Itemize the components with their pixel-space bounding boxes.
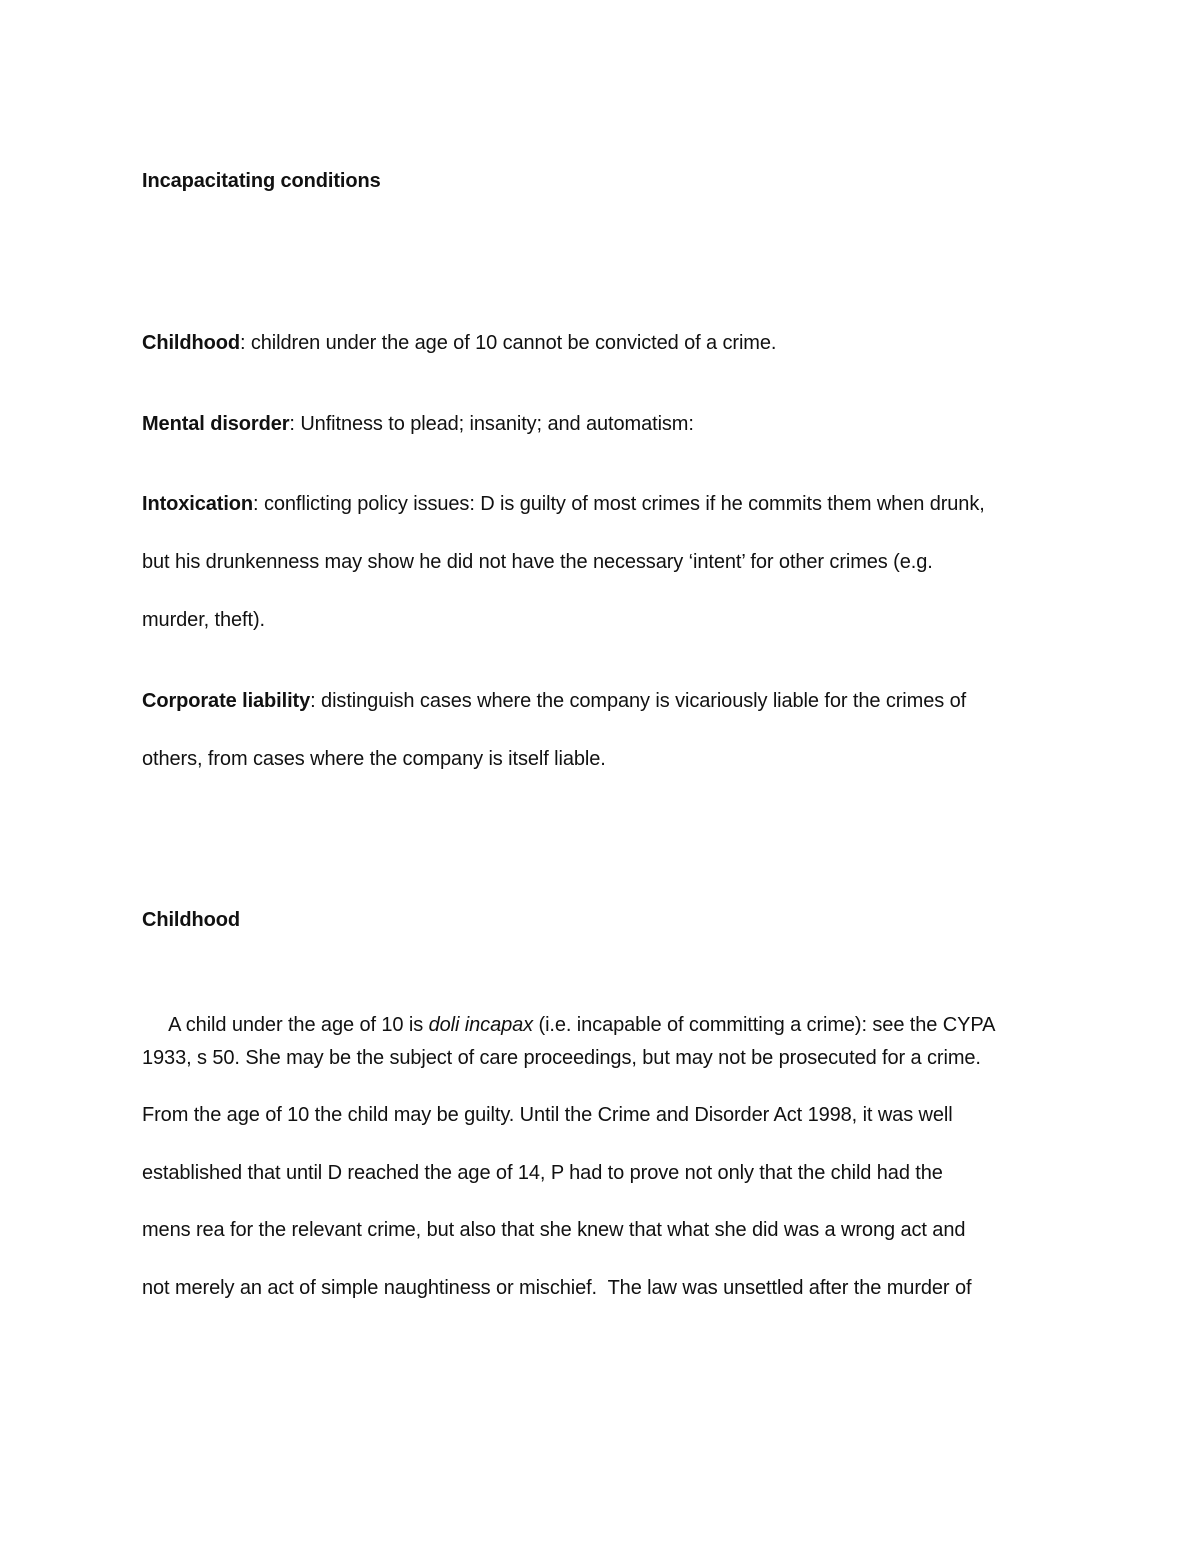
summary-mental-disorder xyxy=(142,412,694,436)
summary-intoxication-line-1 xyxy=(142,492,985,516)
summary-corporate-liability-term: Corporate liability xyxy=(142,690,311,712)
childhood-paragraph-line-5: mens rea for the relevant crime, but also that she knew that what she did was a wrong act and xyxy=(142,1219,966,1241)
childhood-paragraph-line-4: established that until D reached the age of 14, P had to prove not only that the child had the xyxy=(142,1162,943,1184)
summary-intoxication-term: Intoxication xyxy=(142,493,254,515)
childhood-paragraph-line-2: 1933, s 50. She may be the subject of care proceedings, but may not be prosecuted for a crime. xyxy=(142,1047,981,1069)
doli-incapax-term: doli incapax xyxy=(428,1014,534,1036)
summary-corporate-liability-line-2: others, from cases where the company is itself liable. xyxy=(142,748,606,770)
summary-corporate-liability-line-1 xyxy=(142,689,966,713)
childhood-paragraph-line-3: From the age of 10 the child may be guilty. Until the Crime and Disorder Act 1998, it was well xyxy=(142,1104,953,1126)
summary-intoxication-line-2: but his drunkenness may show he did not have the necessary ‘intent’ for other crimes (e.g. xyxy=(142,551,933,573)
summary-mental-disorder-text: : Unfitness to plead; insanity; and automatism: xyxy=(289,413,694,435)
section-heading-childhood: Childhood xyxy=(142,909,240,931)
childhood-paragraph-text-after: (i.e. incapable of committing a crime): see the CYPA xyxy=(533,1014,996,1036)
childhood-paragraph-text-before: A child under the age of 10 is xyxy=(163,1014,429,1036)
summary-childhood xyxy=(142,331,776,355)
summary-intoxication-line-3: murder, theft). xyxy=(142,609,265,631)
summary-intoxication-text: : conflicting policy issues: D is guilty of most crimes if he commits them when drunk, xyxy=(253,493,985,515)
summary-corporate-liability-text: : distinguish cases where the company is vicariously liable for the crimes of xyxy=(310,690,967,712)
document-title: Incapacitating conditions xyxy=(142,170,381,192)
summary-childhood-term: Childhood xyxy=(142,332,240,354)
summary-childhood-text: : children under the age of 10 cannot be convicted of a crime. xyxy=(239,332,777,354)
summary-mental-disorder-term: Mental disorder xyxy=(142,413,290,435)
childhood-paragraph-line-6: not merely an act of simple naughtiness or mischief. The law was unsettled after the murder of xyxy=(142,1277,972,1299)
